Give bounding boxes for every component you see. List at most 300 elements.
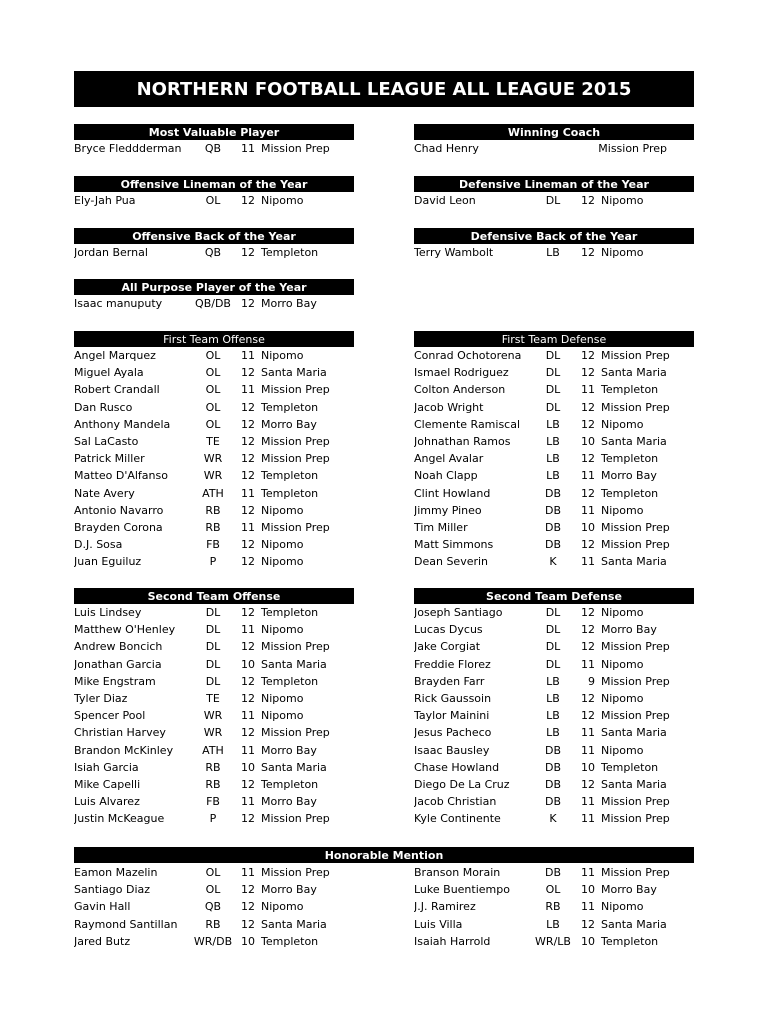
player-position: DL xyxy=(205,674,221,688)
player-name: Angel Avalar xyxy=(414,452,484,466)
player-position: OL xyxy=(205,349,221,363)
player-position: QB xyxy=(204,142,222,156)
player-school: Morro Bay xyxy=(261,743,317,757)
player-grade: 12 xyxy=(241,297,255,311)
player-position: DL xyxy=(545,640,561,654)
player-grade: 10 xyxy=(581,435,595,449)
player-position: DL xyxy=(205,640,221,654)
player-position: TE xyxy=(206,435,220,449)
player-grade: 11 xyxy=(581,657,595,671)
player-grade: 9 xyxy=(588,674,595,688)
player-name: Matt Simmons xyxy=(414,538,494,552)
player-school: Mission Prep xyxy=(601,866,670,880)
player-position: OL xyxy=(205,366,221,380)
player-name: Luis Lindsey xyxy=(74,606,142,620)
player-grade: 12 xyxy=(581,366,595,380)
section-header: Defensive Back of the Year xyxy=(414,228,694,244)
player-name: Bryce Fleddderman xyxy=(74,142,182,156)
player-grade: 11 xyxy=(241,866,255,880)
player-school: Nipomo xyxy=(601,900,644,914)
section-header: Offensive Lineman of the Year xyxy=(74,176,354,192)
player-position: WR/DB xyxy=(193,934,233,948)
player-row xyxy=(74,621,354,638)
player-name: Jake Corgiat xyxy=(414,640,481,654)
section-header: Offensive Back of the Year xyxy=(74,228,354,244)
player-grade: 11 xyxy=(581,555,595,569)
player-grade: 10 xyxy=(581,934,595,948)
player-school: Morro Bay xyxy=(601,469,657,483)
player-row xyxy=(74,881,354,898)
player-name: Isaiah Harrold xyxy=(414,934,491,948)
player-school: Nipomo xyxy=(261,349,304,363)
player-school: Mission Prep xyxy=(601,538,670,552)
player-row xyxy=(74,638,354,655)
player-name: Patrick Miller xyxy=(74,452,145,466)
player-grade: 12 xyxy=(241,194,255,208)
player-row xyxy=(414,881,694,898)
player-grade: 12 xyxy=(241,452,255,466)
player-name: Luis Villa xyxy=(414,917,463,931)
player-grade: 11 xyxy=(241,623,255,637)
player-name: Mike Engstram xyxy=(74,674,156,688)
player-position: OL xyxy=(205,883,221,897)
player-name: Mike Capelli xyxy=(74,777,141,791)
player-grade: 11 xyxy=(241,142,255,156)
mvp-section xyxy=(74,124,354,157)
player-grade: 11 xyxy=(581,743,595,757)
player-position: DB xyxy=(544,520,562,534)
player-school: Nipomo xyxy=(261,900,304,914)
player-row xyxy=(414,502,694,519)
player-grade: 12 xyxy=(241,400,255,414)
section-header: Second Team Offense xyxy=(74,588,354,604)
player-grade: 12 xyxy=(581,709,595,723)
player-grade: 11 xyxy=(581,795,595,809)
winning-coach-section xyxy=(414,124,694,157)
player-name: Santiago Diaz xyxy=(74,883,151,897)
player-row xyxy=(414,381,694,398)
player-grade: 12 xyxy=(581,400,595,414)
player-position: DL xyxy=(545,623,561,637)
player-row xyxy=(74,519,354,536)
player-row xyxy=(414,433,694,450)
player-grade: 11 xyxy=(581,812,595,826)
player-school: Morro Bay xyxy=(261,795,317,809)
player-grade: 11 xyxy=(241,795,255,809)
player-position: WR xyxy=(203,452,223,466)
player-name: Freddie Florez xyxy=(414,657,491,671)
player-position: DL xyxy=(545,383,561,397)
player-grade: 11 xyxy=(581,726,595,740)
player-school: Templeton xyxy=(261,934,319,948)
player-row xyxy=(74,295,354,312)
player-row xyxy=(414,776,694,793)
player-school: Nipomo xyxy=(601,657,644,671)
player-grade: 11 xyxy=(581,383,595,397)
player-name: Rick Gaussoin xyxy=(414,692,492,706)
player-school: Mission Prep xyxy=(261,435,330,449)
player-row xyxy=(74,690,354,707)
player-row xyxy=(74,347,354,364)
coach-name: Chad Henry xyxy=(414,142,479,156)
player-row xyxy=(74,140,354,157)
player-name: Justin McKeague xyxy=(74,812,165,826)
player-row xyxy=(414,810,694,827)
player-grade: 11 xyxy=(581,469,595,483)
player-school: Mission Prep xyxy=(601,795,670,809)
player-grade: 11 xyxy=(581,866,595,880)
player-row xyxy=(414,864,694,881)
coach-row xyxy=(414,140,694,157)
player-row xyxy=(74,916,354,933)
player-row xyxy=(414,707,694,724)
player-grade: 12 xyxy=(241,435,255,449)
player-school: Mission Prep xyxy=(261,520,330,534)
player-grade: 12 xyxy=(581,417,595,431)
player-school: Morro Bay xyxy=(601,623,657,637)
player-row xyxy=(74,467,354,484)
player-grade: 10 xyxy=(241,934,255,948)
player-name: Isiah Garcia xyxy=(74,760,139,774)
player-name: Diego De La Cruz xyxy=(414,777,510,791)
honorable-mention-right xyxy=(414,864,694,950)
player-position: OL xyxy=(205,866,221,880)
player-row xyxy=(414,553,694,570)
player-name: Luis Alvarez xyxy=(74,795,140,809)
player-grade: 12 xyxy=(241,417,255,431)
player-row xyxy=(74,742,354,759)
player-name: Sal LaCasto xyxy=(74,435,139,449)
player-school: Santa Maria xyxy=(601,366,667,380)
player-school: Mission Prep xyxy=(261,383,330,397)
player-school: Templeton xyxy=(261,606,319,620)
player-grade: 11 xyxy=(581,503,595,517)
player-position: DB xyxy=(544,503,562,517)
player-name: Johnathan Ramos xyxy=(414,435,511,449)
player-name: Kyle Continente xyxy=(414,812,501,826)
player-position: QB/DB xyxy=(195,297,231,311)
player-grade: 11 xyxy=(241,743,255,757)
player-row xyxy=(74,707,354,724)
player-row xyxy=(414,621,694,638)
all-purpose-section xyxy=(74,279,354,312)
player-grade: 12 xyxy=(241,246,255,260)
player-school: Mission Prep xyxy=(261,866,330,880)
player-name: D.J. Sosa xyxy=(74,538,123,552)
player-position: OL xyxy=(205,194,221,208)
player-row xyxy=(414,416,694,433)
player-grade: 10 xyxy=(241,657,255,671)
player-row xyxy=(74,416,354,433)
player-school: Morro Bay xyxy=(601,883,657,897)
player-name: Antonio Navarro xyxy=(74,503,164,517)
player-name: Ely-Jah Pua xyxy=(74,194,136,208)
player-position: RB xyxy=(205,760,221,774)
player-row xyxy=(74,793,354,810)
player-name: Anthony Mandela xyxy=(74,417,171,431)
player-school: Nipomo xyxy=(601,692,644,706)
player-school: Templeton xyxy=(601,486,659,500)
player-name: Christian Harvey xyxy=(74,726,166,740)
player-position: LB xyxy=(546,709,560,723)
player-school: Templeton xyxy=(261,246,319,260)
player-position: ATH xyxy=(202,743,224,757)
player-grade: 12 xyxy=(581,349,595,363)
player-position: WR/LB xyxy=(535,934,571,948)
player-school: Morro Bay xyxy=(261,883,317,897)
player-grade: 12 xyxy=(581,777,595,791)
player-school: Mission Prep xyxy=(261,142,330,156)
player-grade: 12 xyxy=(241,469,255,483)
player-grade: 12 xyxy=(241,777,255,791)
player-grade: 12 xyxy=(581,486,595,500)
player-position: QB xyxy=(204,900,222,914)
player-school: Santa Maria xyxy=(601,435,667,449)
player-position: FB xyxy=(206,538,220,552)
section-header: Second Team Defense xyxy=(414,588,694,604)
player-position: OL xyxy=(205,400,221,414)
player-row xyxy=(74,776,354,793)
player-school: Santa Maria xyxy=(601,777,667,791)
player-grade: 10 xyxy=(581,883,595,897)
player-school: Nipomo xyxy=(601,246,644,260)
honorable-mention-section xyxy=(74,847,694,863)
player-row xyxy=(74,724,354,741)
player-row xyxy=(74,450,354,467)
player-position: P xyxy=(209,555,217,569)
player-grade: 12 xyxy=(241,883,255,897)
player-name: Nate Avery xyxy=(74,486,135,500)
player-grade: 12 xyxy=(581,917,595,931)
player-position: DB xyxy=(544,538,562,552)
player-position: DB xyxy=(544,795,562,809)
player-grade: 12 xyxy=(581,623,595,637)
player-position: LB xyxy=(546,469,560,483)
player-grade: 12 xyxy=(241,538,255,552)
player-row xyxy=(74,864,354,881)
player-school: Templeton xyxy=(261,486,319,500)
player-name: Jared Butz xyxy=(74,934,131,948)
player-name: Branson Morain xyxy=(414,866,501,880)
player-grade: 11 xyxy=(241,709,255,723)
player-position: DB xyxy=(544,777,562,791)
player-grade: 12 xyxy=(241,366,255,380)
player-row xyxy=(414,536,694,553)
player-name: Taylor Mainini xyxy=(414,709,490,723)
player-position: DL xyxy=(205,606,221,620)
player-position: LB xyxy=(546,417,560,431)
coach-school: Mission Prep xyxy=(598,142,667,156)
player-row xyxy=(74,759,354,776)
player-row xyxy=(414,364,694,381)
player-school: Templeton xyxy=(261,777,319,791)
player-school: Santa Maria xyxy=(601,917,667,931)
player-grade: 12 xyxy=(241,640,255,654)
player-row xyxy=(74,553,354,570)
player-grade: 11 xyxy=(241,349,255,363)
player-grade: 12 xyxy=(241,726,255,740)
section-header: Winning Coach xyxy=(414,124,694,140)
player-position: DL xyxy=(545,400,561,414)
player-position: DB xyxy=(544,743,562,757)
player-school: Nipomo xyxy=(601,743,644,757)
player-name: Jonathan Garcia xyxy=(74,657,162,671)
defensive-back-section xyxy=(414,228,694,261)
player-position: OL xyxy=(205,383,221,397)
player-row xyxy=(414,519,694,536)
player-position: LB xyxy=(546,692,560,706)
player-school: Nipomo xyxy=(261,555,304,569)
player-grade: 12 xyxy=(241,674,255,688)
player-grade: 11 xyxy=(241,520,255,534)
player-school: Morro Bay xyxy=(261,297,317,311)
player-name: Isaac manuputy xyxy=(74,297,163,311)
player-grade: 12 xyxy=(241,692,255,706)
player-row xyxy=(414,467,694,484)
player-school: Morro Bay xyxy=(261,417,317,431)
player-row xyxy=(74,673,354,690)
player-grade: 11 xyxy=(241,383,255,397)
player-grade: 12 xyxy=(581,606,595,620)
player-name: Juan Eguiluz xyxy=(74,555,142,569)
player-row xyxy=(414,916,694,933)
player-grade: 12 xyxy=(581,538,595,552)
player-school: Nipomo xyxy=(601,503,644,517)
player-position: DL xyxy=(545,194,561,208)
player-position: DL xyxy=(545,349,561,363)
player-name: Terry Wambolt xyxy=(414,246,494,260)
player-row xyxy=(414,759,694,776)
player-row xyxy=(414,724,694,741)
player-school: Templeton xyxy=(601,383,659,397)
player-school: Mission Prep xyxy=(261,726,330,740)
player-row xyxy=(414,399,694,416)
player-position: LB xyxy=(546,674,560,688)
player-row xyxy=(74,502,354,519)
section-header: Honorable Mention xyxy=(74,847,694,863)
player-grade: 12 xyxy=(581,452,595,466)
player-row xyxy=(414,638,694,655)
player-row xyxy=(74,244,354,261)
player-name: Brayden Corona xyxy=(74,520,163,534)
player-position: RB xyxy=(205,917,221,931)
player-row xyxy=(414,898,694,915)
player-name: Spencer Pool xyxy=(74,709,146,723)
player-grade: 12 xyxy=(241,555,255,569)
player-name: J.J. Ramirez xyxy=(414,900,476,914)
player-position: P xyxy=(209,812,217,826)
player-row xyxy=(414,656,694,673)
player-position: TE xyxy=(206,692,220,706)
player-position: RB xyxy=(545,900,561,914)
player-row xyxy=(74,433,354,450)
player-school: Templeton xyxy=(261,469,319,483)
player-position: OL xyxy=(545,883,561,897)
player-position: DL xyxy=(205,623,221,637)
player-row xyxy=(74,810,354,827)
player-position: WR xyxy=(203,726,223,740)
player-position: DL xyxy=(545,366,561,380)
player-grade: 10 xyxy=(581,760,595,774)
player-position: RB xyxy=(205,503,221,517)
player-row xyxy=(414,192,694,209)
player-name: Jacob Christian xyxy=(414,795,497,809)
offensive-back-section xyxy=(74,228,354,261)
player-school: Nipomo xyxy=(601,417,644,431)
player-school: Mission Prep xyxy=(261,640,330,654)
player-school: Mission Prep xyxy=(601,709,670,723)
first-team-defense-section xyxy=(414,331,694,570)
player-name: Chase Howland xyxy=(414,760,500,774)
player-position: LB xyxy=(546,246,560,260)
section-header: All Purpose Player of the Year xyxy=(74,279,354,295)
player-grade: 12 xyxy=(581,640,595,654)
player-row xyxy=(74,485,354,502)
player-position: RB xyxy=(205,520,221,534)
player-name: David Leon xyxy=(414,194,476,208)
player-name: Tim Miller xyxy=(414,520,468,534)
player-school: Mission Prep xyxy=(261,452,330,466)
player-grade: 10 xyxy=(241,760,255,774)
player-name: Conrad Ochotorena xyxy=(414,349,522,363)
player-name: Lucas Dycus xyxy=(414,623,483,637)
second-team-offense-section xyxy=(74,588,354,827)
player-grade: 10 xyxy=(581,520,595,534)
player-row xyxy=(414,933,694,950)
player-position: QB xyxy=(204,246,222,260)
player-row xyxy=(74,192,354,209)
player-row xyxy=(414,690,694,707)
player-position: DB xyxy=(544,866,562,880)
player-school: Santa Maria xyxy=(261,917,327,931)
section-header: First Team Defense xyxy=(414,331,694,347)
player-school: Nipomo xyxy=(261,538,304,552)
player-school: Mission Prep xyxy=(601,520,670,534)
player-school: Santa Maria xyxy=(261,366,327,380)
player-row xyxy=(74,536,354,553)
player-name: Angel Marquez xyxy=(74,349,156,363)
player-row xyxy=(414,485,694,502)
player-position: LB xyxy=(546,917,560,931)
player-name: Joseph Santiago xyxy=(414,606,503,620)
player-name: Clint Howland xyxy=(414,486,491,500)
player-grade: 12 xyxy=(241,503,255,517)
player-row xyxy=(414,793,694,810)
player-name: Noah Clapp xyxy=(414,469,478,483)
player-position: RB xyxy=(205,777,221,791)
player-school: Mission Prep xyxy=(601,400,670,414)
player-name: Raymond Santillan xyxy=(74,917,178,931)
player-name: Jesus Pacheco xyxy=(414,726,492,740)
player-row xyxy=(414,673,694,690)
player-school: Templeton xyxy=(601,452,659,466)
player-school: Templeton xyxy=(601,760,659,774)
player-grade: 11 xyxy=(241,486,255,500)
player-row xyxy=(74,656,354,673)
player-grade: 12 xyxy=(241,812,255,826)
player-position: K xyxy=(549,555,557,569)
player-school: Templeton xyxy=(261,674,319,688)
player-name: Jacob Wright xyxy=(414,400,484,414)
player-grade: 12 xyxy=(581,246,595,260)
player-name: Jordan Bernal xyxy=(74,246,148,260)
honorable-mention-left xyxy=(74,864,354,950)
player-school: Nipomo xyxy=(261,692,304,706)
player-position: WR xyxy=(203,709,223,723)
player-name: Brandon McKinley xyxy=(74,743,174,757)
player-name: Ismael Rodriguez xyxy=(414,366,509,380)
player-name: Miguel Ayala xyxy=(74,366,144,380)
